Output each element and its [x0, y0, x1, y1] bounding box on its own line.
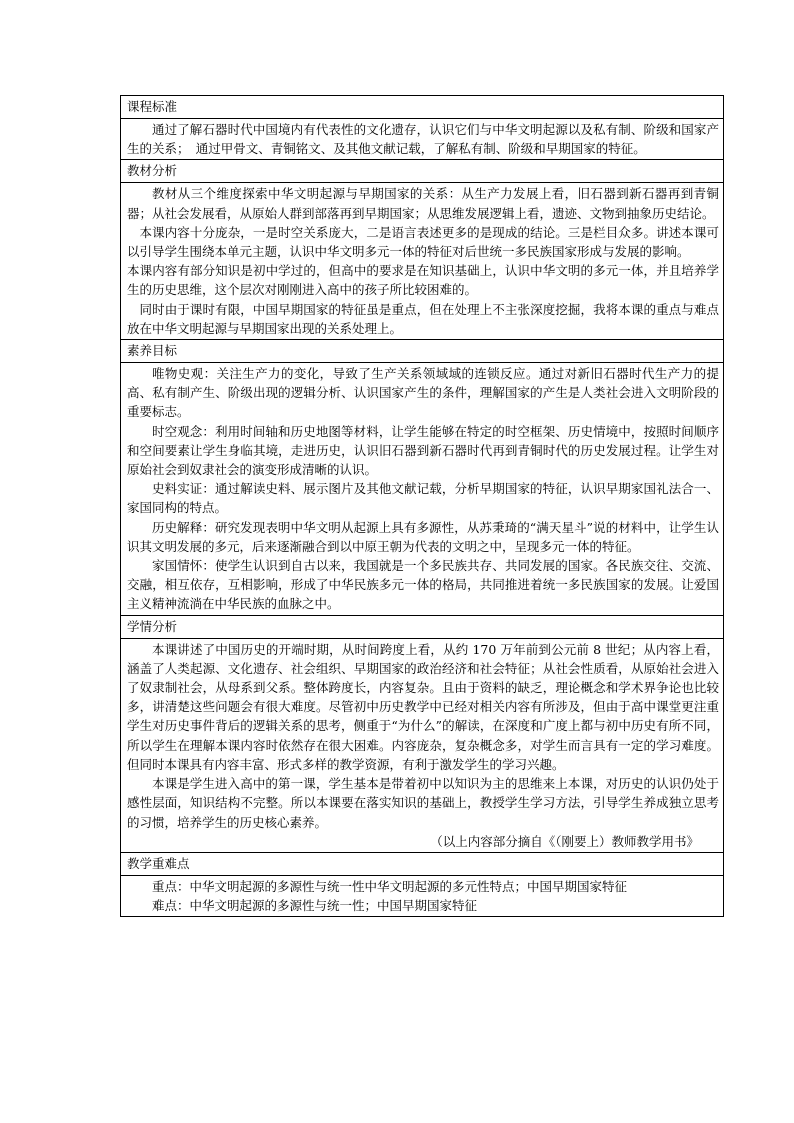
section-header-row [121, 160, 724, 183]
paragraph: 家国情怀：使学生认识到自古以来，我国就是一个多民族共存、共同发展的国家。各民族交往、交流、交融，相互依存，互相影响，形成了中华民族多元一体的格局，共同推进着统一多民族国家的发展。让爱国主义精神流淌在中华民族的血脉之中。 [127, 558, 719, 612]
section-body-students [121, 638, 724, 852]
section-title-literacy: 素养目标 [121, 340, 724, 363]
section-title-textbook: 教材分析 [121, 160, 724, 183]
section-body-row [121, 183, 724, 340]
paragraph: 重点：中华文明起源的多源性与统一性中华文明起源的多元性特点；中国早期国家特征 [152, 878, 628, 894]
section-body-curriculum [121, 119, 724, 160]
section-body-row [121, 119, 724, 160]
paragraph: 本课讲述了中国历史的开端时期，从时间跨度上看，从约 170 万年前到公元前 8 世纪；从内容上看，涵盖了人类起源、文化遗存、社会组织、早期国家的政治经济和社会特征；从社会性质看，从原始社会进入了奴隶制社会，从母系到父系。整体跨度长，内容复杂。且由于资料的缺乏，理论概念和学术界争论也比较多，讲清楚这些问题会有很大难度。尽管初中历史教学中已经对相关内容有所涉及，但由于高中课堂更注重学生对历史事件背后的逻辑关系的思考，侧重于“为什么”的解读，在深度和广度上都与初中历史有所不同，所以学生在理解本课内容时依然存在很大困难。内容庞杂，复杂概念多，对学生而言具有一定的学习难度。但同时本课具有内容丰富、形式多样的教学资源，有利于激发学生的学习兴趣。 [127, 641, 719, 772]
section-header-row [121, 852, 724, 875]
lesson-plan-table [120, 95, 724, 917]
section-body-literacy [121, 363, 724, 616]
section-header-row [121, 615, 724, 638]
paragraph: 通过了解石器时代中国境内有代表性的文化遗存，认识它们与中华文明起源以及私有制、阶级和国家产生的关系； 通过甲骨文、青铜铭文、及其他文献记载，了解私有制、阶级和早期国家的特征。 [127, 122, 719, 157]
paragraph: 唯物史观：关注生产力的变化，导致了生产关系领域域的连锁反应。通过对新旧石器时代生产力的提高、私有制产生、阶级出现的逻辑分析、认识国家产生的条件，理解国家的产生是人类社会进入文明阶段的重要标志。 [127, 366, 719, 420]
section-title-key-points: 教学重难点 [121, 852, 724, 875]
source-note: （以上内容部分摘自《（刚要上）教师教学用书》 [430, 833, 699, 849]
section-body-row [121, 638, 724, 852]
paragraph: 史料实证：通过解读史料、展示图片及其他文献记载，分析早期国家的特征，认识早期家国礼法合一、家国同构的特点。 [127, 481, 719, 516]
section-title-students: 学情分析 [121, 615, 724, 638]
paragraph: 教材从三个维度探索中华文明起源与早期国家的关系：从生产力发展上看，旧石器到新石器再到青铜器；从社会发展看，从原始人群到部落再到早期国家；从思维发展逻辑上看，遗迹、文物到抽象历史结论。 [127, 186, 719, 221]
section-header-row [121, 340, 724, 363]
paragraph: 本课是学生进入高中的第一课，学生基本是带着初中以知识为主的思维来上本课，对历史的认识仍处于感性层面，知识结构不完整。所以本课要在落实知识的基础上，教授学生学习方法，引导学生养成独立思考的习惯，培养学生的历史核心素养。 [127, 776, 719, 830]
section-body-row [121, 875, 724, 916]
section-header-row [121, 96, 724, 119]
paragraph: 难点：中华文明起源的多源性与统一性；中国早期国家特征 [152, 898, 478, 914]
paragraph: 时空观念：利用时间轴和历史地图等材料，让学生能够在特定的时空框架、历史情境中，按照时间顺序和空间要素让学生身临其境，走进历史，认识旧石器到新石器时代再到青铜时代的历史发展过程。让学生对原始社会到奴隶社会的演变形成清晰的认识。 [127, 423, 719, 478]
paragraph: 本课内容有部分知识是初中学过的，但高中的要求是在知识基础上，认识中华文明的多元一体，并且培养学生的历史思维，这个层次对刚刚进入高中的孩子所比较困难的。 [127, 263, 719, 298]
paragraph: 本课内容十分庞杂，一是时空关系庞大，二是语言表述更多的是现成的结论。三是栏目众多。讲述本课可以引导学生围绕本单元主题，认识中华文明多元一体的特征对后世统一多民族国家形成与发展的影响。 [127, 224, 719, 260]
section-body-textbook [121, 183, 724, 340]
section-body-key-points [121, 875, 724, 916]
section-title-curriculum: 课程标准 [121, 96, 724, 119]
paragraph: 历史解释：研究发现表明中华文明从起源上具有多源性，从苏秉琦的“满天星斗”说的材料中，让学生认识其文明发展的多元，后来逐渐融合到以中原王朝为代表的文明之中，呈现多元一体的特征。 [127, 519, 719, 554]
section-body-row [121, 363, 724, 616]
paragraph: 同时由于课时有限，中国早期国家的特征虽是重点，但在处理上不主张深度挖掘，我将本课的重点与难点放在中华文明起源与早期国家出现的关系处理上。 [127, 301, 719, 336]
